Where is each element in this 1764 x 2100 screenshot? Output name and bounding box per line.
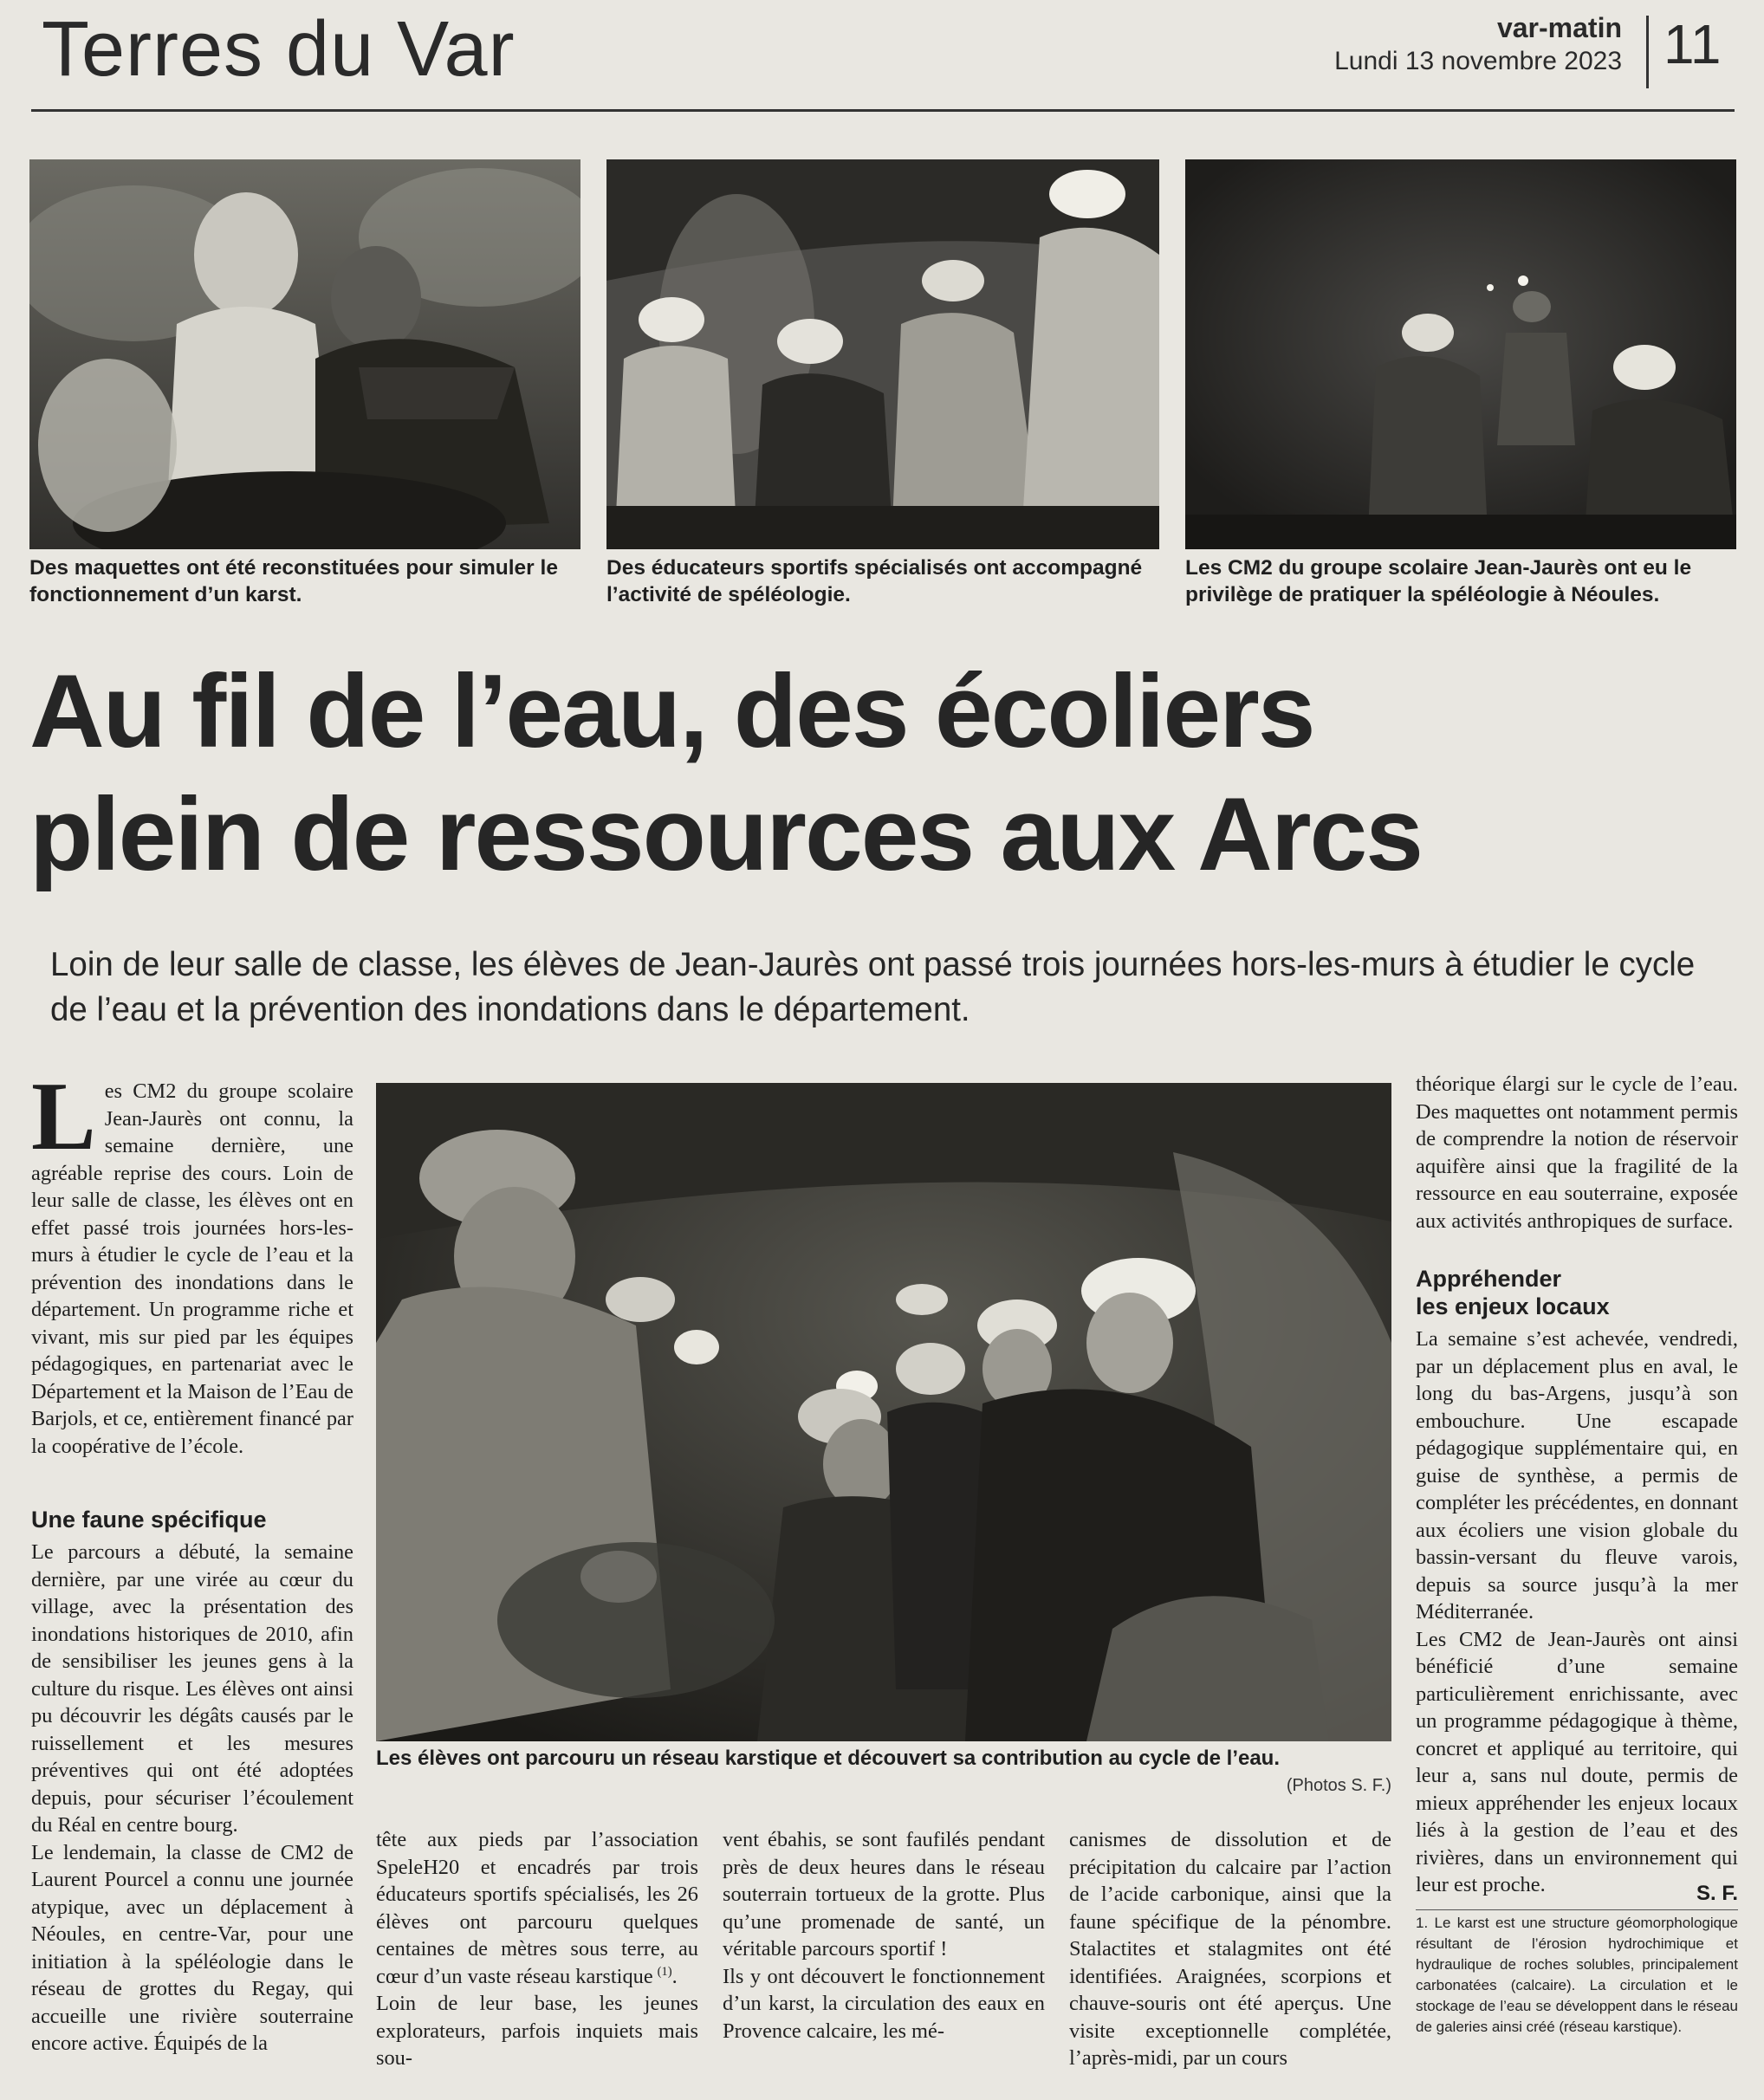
photo-cm2-neoules [1185,159,1736,549]
photo-educateurs [606,159,1159,549]
paragraph-explorateurs: Loin de leur base, les jeunes explorateurs, parfois inquiets mais sou- [376,1992,698,2070]
header-rule [31,109,1735,112]
headline-line-1: Au fil de l’eau, des écoliers [29,653,1314,769]
header-divider [1646,16,1649,88]
footnote-reference: (1) [657,1964,672,1979]
section-title: Terres du Var [42,6,516,93]
paragraph-mecanismes: canismes de dissolution et de précipitation du calcaire par l’action de l’acide carbonique, ainsi que la faune spécifique de la pénombre. Stalactites et stalagmites ont été identifiées. Araignées, scorpions et chauve-souris ont été aperçus. Une visite exceptionnelle complétée, l’après-midi, par un cours [1069,1828,1391,2070]
paragraph-theorique: théorique élargi sur le cycle de l’eau. Des maquettes ont notamment permis de comprendre la notion de réservoir aquifère ainsi que la fragilité de la ressource en eau souterraine, exposée aux activités anthropiques de surface. [1416,1073,1738,1233]
headline [29,650,1745,896]
headline-line-2: plein de ressources aux Arcs [29,776,1423,892]
photo-credit: (Photos S. F.) [1286,1776,1391,1795]
standfirst: Loin de leur salle de classe, les élèves de Jean-Jaurès ont passé trois journées hors-les-murs à étudier le cycle de l’eau et la prévention des inondations dans le département. [50,946,1696,1028]
photo-caption-3: Les CM2 du groupe scolaire Jean-Jaurès ont eu le privilège de pratiquer la spéléologie à Néoules. [1185,556,1692,606]
article-column-4 [1069,1826,1391,2072]
page-number: 11 [1663,13,1722,75]
author-signature: S. F. [1696,1882,1738,1905]
photo-caption-2: Des éducateurs sportifs spécialisés ont accompagné l’activité de spéléologie. [606,556,1143,606]
paragraph-parcours: Le parcours a débuté, la semaine dernière, par une virée au cœur du village, avec la présentation des inondations historiques de 2010, afin de sensibiliser les jeunes gens à la culture du risque. Les élèves ont ainsi pu découvrir les dégâts causés par le ruissellement et les mesures préventives qui ont été adoptées depuis, pour sécuriser l’écoulement du Réal en centre bourg. [31,1540,353,1837]
paragraph-equipes [376,1826,698,1990]
paragraph-lendemain: Le lendemain, la classe de CM2 de Laurent Pourcel a connu une journée atypique, avec un déplacement à Néoules, en centre-Var, pour une initiation à la spéléologie dans le réseau de grottes du Regay, qui accueille une rivière souterraine encore active. Équipés de la [31,1840,353,2055]
paragraph-semaine: La semaine s’est achevée, vendredi, par un déplacement plus en aval, le long du bas-Argens, jusqu’à son embouchure. Une escapade pédagogique supplémentaire qui, en guise de synthèse, a permis de compléter les précédentes, en donnant aux écoliers une vision globale du bassin-versant du fleuve varois, depuis sa source jusqu’à la mer Méditerranée. [1416,1327,1738,1624]
photo-maquettes [29,159,580,549]
paragraph-equipes-text: tête aux pieds par l’association SpeleH20 et encadrés par trois éducateurs sportifs spécialisés, les 26 élèves ont parcouru quelques centaines de mètres sous terre, au cœur d’un vaste réseau karstique [376,1828,698,1988]
article-column-3 [723,1826,1045,2045]
photo-reseau-karstique [376,1083,1391,1741]
intro-text: es CM2 du groupe scolaire Jean-Jaurès ont connu, la semaine dernière, une agréable reprise des cours. Loin de leur salle de classe, les élèves ont en effet passé trois journées hors-les-murs à étudier le cycle de l’eau et la prévention des inondations dans le département. Un programme riche et vivant, mis sur pied par les équipes pédagogiques, en partenariat avec le Département et la Maison de l’Eau de Barjols, et ce, entièrement financé par la coopérative de l’école. [31,1079,353,1458]
footnote: 1. Le karst est une structure géomorphologique résultant de l’érosion hydrochimique et hydraulique de roches solubles, principalement carbonatées (calcaire). La circulation et le stockage de l’eau se développent dans le réseau de galeries ainsi créé (réseau karstique). [1416,1915,1738,2035]
paragraph-conclusion: Les CM2 de Jean-Jaurès ont ainsi bénéficié d’une semaine particulièrement enrichissante, avec un programme pédagogique à thème, concret et appliqué au territoire, qui leur a, sans nul doute, permis de mieux appréhender les enjeux locaux liés à la gestion de l’eau et des rivières, dans un environnement qui leur est proche. [1416,1627,1738,1896]
article-column-5 [1416,1071,1738,1235]
subhead-faune: Une faune spécifique [31,1507,267,1533]
footnote-rule [1416,1909,1738,1910]
issue-date: Lundi 13 novembre 2023 [1334,47,1622,75]
paragraph-equipes-end: . [671,1964,678,1988]
subhead-enjeux-line-2: les enjeux locaux [1416,1293,1610,1319]
paragraph-faufiles: vent ébahis, se sont faufilés pendant près de deux heures dans le réseau souterrain tortueux de la grotte. Plus qu’une promenade de santé, un véritable parcours sportif ! [723,1828,1045,1961]
article-column-1 [31,1539,353,2058]
drop-cap: L [31,1063,96,1170]
photo-caption-1: Des maquettes ont été reconstituées pour simuler le fonctionnement d’un karst. [29,556,558,606]
paragraph-fonctionnement: Ils y ont découvert le fonctionnement d’un karst, la circulation des eaux en Provence calcaire, les mé- [723,1964,1045,2043]
newspaper-name: var-matin [1496,12,1622,43]
subhead-enjeux-line-1: Appréhender [1416,1266,1562,1292]
article-column-2 [376,1826,698,2072]
article-intro [31,1063,353,1460]
article-column-5b [1416,1325,1738,1899]
photo-caption-main: Les élèves ont parcouru un réseau karstique et découvert sa contribution au cycle de l’eau. [376,1747,1281,1770]
subhead-enjeux [1416,1265,1738,1320]
